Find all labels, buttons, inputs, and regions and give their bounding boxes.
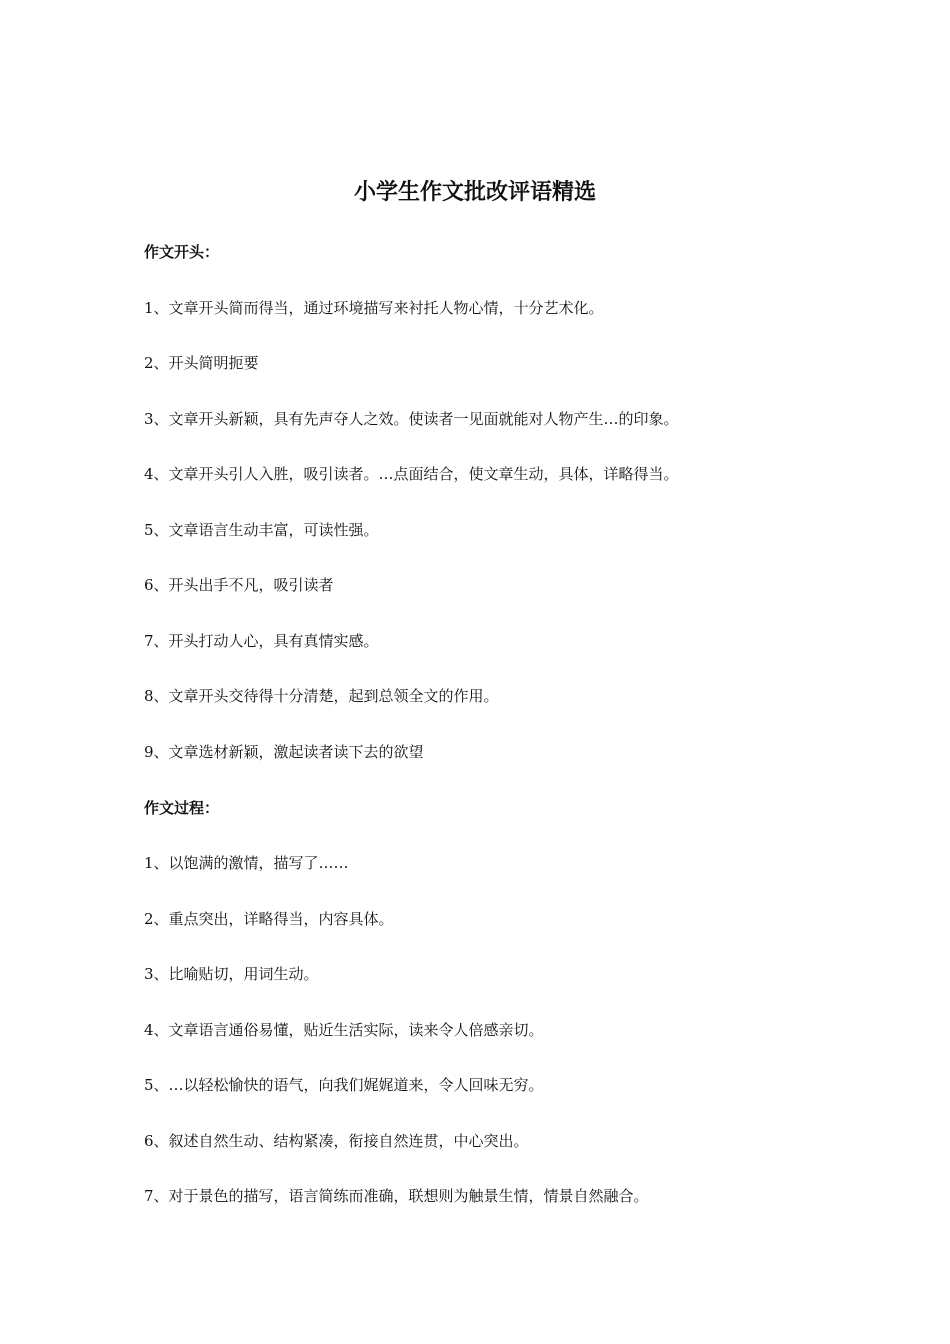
list-item: 3、比喻贴切，用词生动。 (144, 965, 319, 983)
list-item: 2、重点突出，详略得当，内容具体。 (144, 910, 394, 928)
document-title: 小学生作文批改评语精选 (353, 180, 596, 205)
list-item: 7、开头打动人心，具有真情实感。 (144, 632, 379, 650)
list-item: 7、对于景色的描写，语言简练而准确，联想则为触景生情，情景自然融合。 (144, 1187, 649, 1205)
list-item: 6、叙述自然生动、结构紧凑，衔接自然连贯，中心突出。 (144, 1132, 529, 1150)
list-item: 3、文章开头新颖，具有先声夺人之效。使读者一见面就能对人物产生…的印象。 (144, 410, 679, 428)
list-item: 5、文章语言生动丰富，可读性强。 (144, 521, 379, 539)
section-heading-process: 作文过程： (144, 799, 220, 817)
list-item: 6、开头出手不凡，吸引读者 (144, 576, 334, 594)
list-item: 8、文章开头交待得十分清楚，起到总领全文的作用。 (144, 687, 499, 705)
list-item: 2、开头简明扼要 (144, 354, 259, 372)
list-item: 5、…以轻松愉快的语气，向我们娓娓道来，令人回味无穷。 (144, 1076, 544, 1094)
section-heading-opening: 作文开头： (144, 243, 220, 261)
list-item: 1、文章开头简而得当，通过环境描写来衬托人物心情，十分艺术化。 (144, 299, 604, 317)
list-item: 4、文章开头引人入胜，吸引读者。…点面结合，使文章生动，具体，详略得当。 (144, 465, 679, 483)
list-item: 1、以饱满的激情，描写了…… (144, 854, 349, 872)
list-item: 4、文章语言通俗易懂，贴近生活实际，读来令人倍感亲切。 (144, 1021, 544, 1039)
list-item: 9、文章选材新颖，激起读者读下去的欲望 (144, 743, 424, 761)
